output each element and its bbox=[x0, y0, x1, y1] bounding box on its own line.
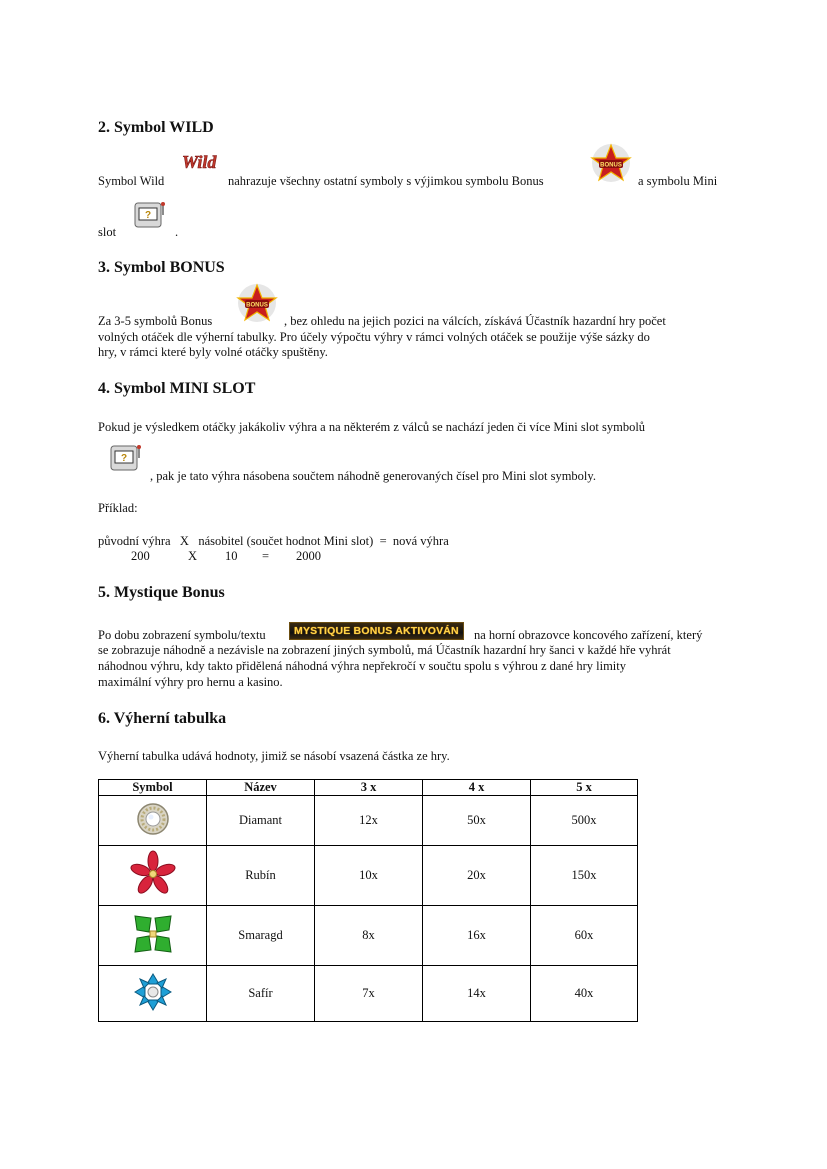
row-4x: 50x bbox=[423, 796, 531, 846]
wild-symbol-icon bbox=[180, 151, 220, 173]
bonus-line1a: Za 3-5 symbolů Bonus bbox=[98, 314, 213, 328]
row-name: Safír bbox=[207, 966, 315, 1022]
wild-symbol-lettering: Wild bbox=[182, 152, 217, 172]
header-symbol: Symbol bbox=[99, 780, 207, 796]
formula-value-times: X bbox=[188, 549, 198, 563]
bonus-line3: hry, v rámci které byly volné otáčky spuštěny. bbox=[98, 345, 328, 359]
section-title-bonus: 3. Symbol BONUS bbox=[98, 259, 225, 276]
row-5x: 500x bbox=[531, 796, 638, 846]
row-4x: 16x bbox=[423, 906, 531, 966]
section-title-mystique: 5. Mystique Bonus bbox=[98, 584, 225, 601]
svg-text:BONUS: BONUS bbox=[600, 162, 622, 169]
table-row bbox=[99, 796, 638, 846]
section-title-minislot: 4. Symbol MINI SLOT bbox=[98, 380, 256, 397]
minislot-line2: , pak je tato výhra násobena součtem náhodně generovaných čísel pro Mini slot symboly. bbox=[150, 469, 596, 483]
row-3x: 12x bbox=[315, 796, 423, 846]
sapphire-icon bbox=[99, 966, 207, 1022]
minislot-line1: Pokud je výsledkem otáčky jakákoliv výhra a na některém z válců se nachází jeden či více Mini slot symbolů bbox=[98, 420, 646, 434]
section-title-paytable: 6. Výherní tabulka bbox=[98, 710, 227, 727]
formula-line: původní výhra X násobitel (součet hodnot Mini slot) = nová výhra bbox=[98, 534, 449, 548]
formula-value-result: 2000 bbox=[296, 549, 321, 563]
wild-text-5: . bbox=[175, 225, 179, 239]
mystique-line2: se zobrazuje náhodně a nezávisle na zobrazení jiných symbolů, má Účastník hazardní hry šanci v každé hře vyhrát bbox=[98, 643, 671, 657]
wild-text-3: a symbolu Mini bbox=[638, 174, 718, 188]
mystique-bonus-badge: MYSTIQUE BONUS AKTIVOVÁN bbox=[289, 622, 464, 640]
formula-value-equals: = bbox=[262, 549, 270, 563]
example-label: Příklad: bbox=[98, 501, 138, 515]
row-3x: 10x bbox=[315, 846, 423, 906]
row-4x: 20x bbox=[423, 846, 531, 906]
bonus-star-icon bbox=[590, 142, 632, 184]
wild-text-1: Symbol Wild bbox=[98, 174, 165, 188]
row-5x: 40x bbox=[531, 966, 638, 1022]
row-5x: 60x bbox=[531, 906, 638, 966]
svg-text:?: ? bbox=[120, 453, 128, 464]
paytable bbox=[98, 779, 638, 1022]
row-3x: 8x bbox=[315, 906, 423, 966]
paytable-header-row bbox=[99, 780, 638, 796]
section-title-wild: 2. Symbol WILD bbox=[98, 119, 214, 136]
wild-text-4: slot bbox=[98, 225, 117, 239]
row-name: Rubín bbox=[207, 846, 315, 906]
header-3x: 3 x bbox=[315, 780, 423, 796]
header-5x: 5 x bbox=[531, 780, 638, 796]
mini-slot-icon bbox=[132, 199, 168, 231]
ruby-icon bbox=[99, 846, 207, 906]
svg-text:?: ? bbox=[144, 210, 152, 221]
mystique-line1b: na horní obrazovce koncového zařízení, který bbox=[474, 628, 703, 642]
formula-value-original: 200 bbox=[131, 549, 150, 563]
row-3x: 7x bbox=[315, 966, 423, 1022]
formula-value-multiplier: 10 bbox=[225, 549, 238, 563]
mystique-line1a: Po dobu zobrazení symbolu/textu bbox=[98, 628, 266, 642]
mini-slot-icon bbox=[108, 442, 144, 474]
diamond-icon bbox=[99, 796, 207, 846]
row-name: Smaragd bbox=[207, 906, 315, 966]
mystique-line3: náhodnou výhru, kdy takto přidělená náhodná výhra nepřekročí v součtu spolu s výhrou z dané hry limity bbox=[98, 659, 627, 673]
bonus-line1b: , bez ohledu na jejich pozici na válcích, získává Účastník hazardní hry počet bbox=[284, 314, 666, 328]
table-row bbox=[99, 846, 638, 906]
header-name: Název bbox=[207, 780, 315, 796]
wild-text-2: nahrazuje všechny ostatní symboly s výjimkou symbolu Bonus bbox=[228, 174, 544, 188]
svg-text:BONUS: BONUS bbox=[246, 302, 268, 309]
emerald-icon bbox=[99, 906, 207, 966]
row-name: Diamant bbox=[207, 796, 315, 846]
bonus-star-icon bbox=[236, 282, 278, 324]
header-4x: 4 x bbox=[423, 780, 531, 796]
bonus-line2: volných otáček dle výherní tabulky. Pro účely výpočtu výhry v rámci volných otáček se použije výše sázky do bbox=[98, 330, 650, 344]
mystique-line4: maximální výhry pro hernu a kasino. bbox=[98, 675, 283, 689]
table-row bbox=[99, 906, 638, 966]
row-4x: 14x bbox=[423, 966, 531, 1022]
paytable-intro: Výherní tabulka udává hodnoty, jimiž se násobí vsazená částka ze hry. bbox=[98, 749, 450, 763]
table-row bbox=[99, 966, 638, 1022]
row-5x: 150x bbox=[531, 846, 638, 906]
